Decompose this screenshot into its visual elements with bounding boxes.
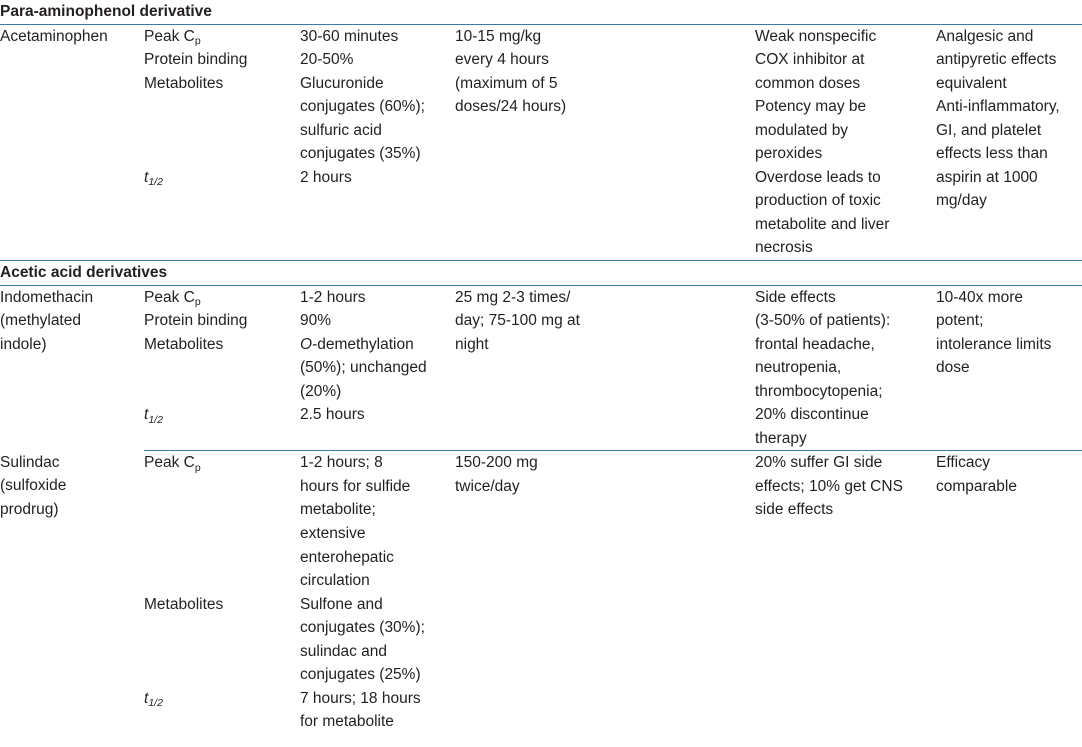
comment-line: peroxides [755,145,823,163]
efficacy-line: potent; [936,312,984,330]
efficacy-line: dose [936,359,970,377]
efficacy-line: effects less than [936,145,1048,163]
value-line: 20-50% [300,51,354,69]
value-line: 2 hours [300,168,352,186]
value-line: 90% [300,312,332,330]
drug-name-cell [0,451,144,734]
subscript: p [194,295,201,308]
parameter-line: Peak $C_p$ [144,27,201,47]
efficacy-cell [936,24,1082,260]
dosing-cell [455,285,755,451]
table-row [0,451,1082,734]
value-line: conjugates (35%) [300,145,421,163]
comments-cell [755,24,936,260]
comment-line: metabolite and liver [755,215,890,233]
parameter-line: Metabolites [144,595,224,613]
table-row [0,285,1082,451]
comment-line: Potency may be [755,98,867,116]
drug-name-cell [0,24,144,260]
comment-line: frontal headache, [755,335,875,353]
drug-name-line: (sulfoxide [0,477,67,495]
parameter-cell [144,285,300,451]
value-line: 1-2 hours [300,288,366,306]
efficacy-line: mg/day [936,192,987,210]
comment-line: Overdose leads to [755,168,881,186]
value-cell [300,451,455,734]
dosing-line: doses/24 hours) [455,98,567,116]
value-line: sulfuric acid [300,121,382,139]
comment-line: neutropenia, [755,359,842,377]
value-line: sulindac and [300,642,388,660]
efficacy-line: equivalent [936,74,1007,92]
section-heading: Para-aminophenol derivative [0,3,212,20]
drug-name-line: indole) [0,335,47,353]
table-row [0,24,1082,260]
value-italic: O [300,335,313,353]
value-rest: -demethylation [312,335,414,353]
value-line: 7 hours; 18 hours [300,689,421,707]
comment-line: COX inhibitor at [755,51,865,69]
dosing-cell [455,24,755,260]
comment-line: 20% suffer GI side [755,454,883,472]
parameter-line: Metabolites [144,74,224,92]
comments-cell [755,285,936,451]
dosing-line: night [455,335,489,353]
section-heading-row [0,0,1082,24]
drug-name-line: Sulindac [0,453,60,471]
parameter-line: $t_{1/2}$ [144,689,163,710]
dosing-line: every 4 hours [455,51,549,69]
value-line: circulation [300,572,370,590]
value-line: (20%) [300,382,342,400]
dosing-cell [455,451,755,734]
comment-line: thrombocytopenia; [755,382,883,400]
value-line: (50%); unchanged [300,359,427,377]
dosing-line: 150-200 mg [455,454,538,472]
drug-name-line: Acetaminophen [0,27,108,45]
efficacy-line: comparable [936,477,1017,495]
value-line: metabolite; [300,501,376,519]
dosing-line: day; 75-100 mg at [455,312,580,330]
parameter-line: Peak $C_p$ [144,454,201,474]
comment-line: effects; 10% get CNS [755,477,903,495]
value-line: 2.5 hours [300,406,365,424]
efficacy-line: antipyretic effects [936,51,1057,69]
drug-name-line: Indomethacin [0,288,94,306]
comments-cell [755,451,936,734]
dosing-line: 10-15 mg/kg [455,27,542,45]
value-line: extensive [300,525,366,543]
value-cell [300,24,455,260]
subscript: 1/2 [148,413,163,426]
subscript: 1/2 [148,697,163,710]
parameter-cell [144,24,300,260]
parameter-line: Peak $C_p$ [144,288,201,308]
value-cell [300,285,455,451]
comment-line: Side effects [755,288,836,306]
value-line: 1-2 hours; 8 [300,454,383,472]
value-line: conjugates (30%); [300,619,425,637]
parameter-line: Protein binding [144,51,248,69]
comment-line: (3-50% of patients): [755,312,891,330]
subscript: p [194,461,201,474]
parameter-cell [144,451,300,734]
comment-line: 20% discontinue [755,406,869,424]
efficacy-line: Efficacy [936,454,990,472]
comment-line: Weak nonspecific [755,27,877,45]
parameter-line: Protein binding [144,312,248,330]
value-line: conjugates (25%) [300,666,421,684]
efficacy-cell [936,451,1082,734]
value-line: 30-60 minutes [300,27,399,45]
value-line: Sulfone and [300,595,383,613]
parameter-line: $t_{1/2}$ [144,168,163,189]
drug-name-line: prodrug) [0,500,59,518]
section-heading: Acetic acid derivatives [0,261,1082,286]
comment-line: common doses [755,74,861,92]
efficacy-line: Analgesic and [936,27,1034,45]
value-line [300,333,455,357]
value-line: hours for sulfide [300,477,411,495]
value-line: conjugates (60%); [300,98,425,116]
section-heading-row [0,261,1082,286]
comment-line: production of toxic [755,192,881,210]
dosing-line: (maximum of 5 [455,74,558,92]
comment-line: necrosis [755,239,813,257]
value-line: Glucuronide [300,74,384,92]
dosing-line: 25 mg 2-3 times/ [455,288,571,306]
efficacy-line: GI, and platelet [936,121,1042,139]
comment-line: side effects [755,501,834,519]
drug-name-line: (methylated [0,312,81,330]
subscript: p [194,34,201,47]
efficacy-line: 10-40x more [936,288,1024,306]
value-line: for metabolite [300,713,394,731]
subscript: 1/2 [148,176,163,189]
value-line: enterohepatic [300,548,394,566]
efficacy-line: intolerance limits [936,335,1052,353]
comment-line: therapy [755,429,807,447]
drug-name-cell [0,285,144,451]
efficacy-line: aspirin at 1000 [936,168,1038,186]
dosing-line: twice/day [455,477,520,495]
efficacy-cell [936,285,1082,451]
efficacy-line: Anti-inflammatory, [936,98,1060,116]
parameter-line: $t_{1/2}$ [144,406,163,426]
parameter-line: Metabolites [144,335,224,353]
comment-line: modulated by [755,121,849,139]
